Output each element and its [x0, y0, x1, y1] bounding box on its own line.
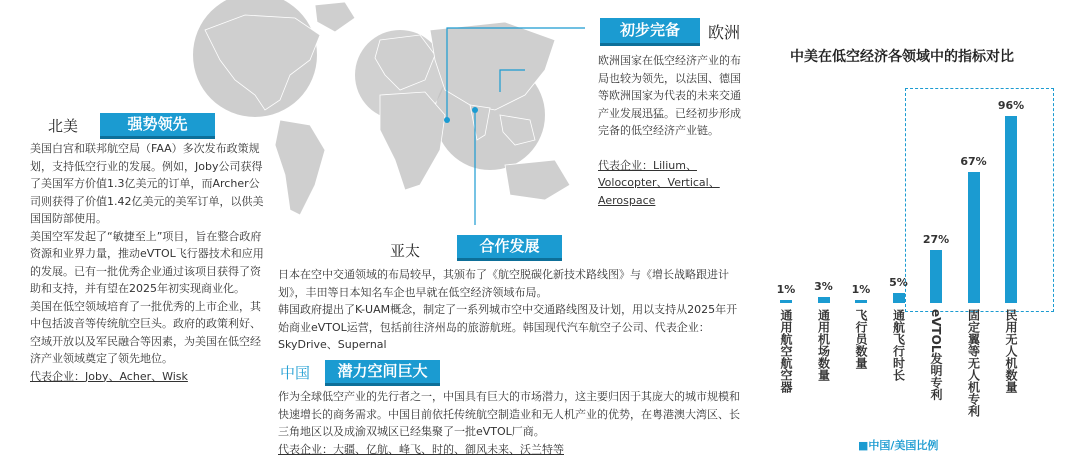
europe-reps: 代表企业：Lilium、Volocopter、Vertical、Aerospace: [598, 158, 720, 207]
category-label-5: 固定翼等无人机专利: [966, 309, 981, 417]
bar-6: [1005, 116, 1017, 303]
australia-shape: [505, 160, 570, 200]
bar-4: [930, 250, 942, 303]
bar-2: [855, 300, 867, 303]
bar-value-label-1: 3%: [814, 280, 833, 294]
bar-value-label-4: 27%: [922, 233, 950, 247]
category-label-2: 飞行员数量: [854, 309, 868, 369]
europe-label: 欧洲: [708, 23, 741, 42]
south-america-shape: [275, 120, 325, 215]
category-label-6: 民用无人机数量: [1004, 309, 1018, 393]
europe-text: [598, 52, 748, 209]
asia-pacific-label: 亚太: [390, 242, 421, 260]
chart-legend: ■中国/美国比例: [858, 439, 939, 452]
category-label-4: eVTOL发明专利: [929, 309, 943, 401]
bar-value-label-6: 96%: [997, 98, 1025, 112]
north-america-para-2: 美国空军发起了“敏捷至上”项目，旨在整合政府资源和业界力量，推动eVTOL飞行器技术和应用的发展。已有一批优秀企业通过该项目获得了资助和支持，并有望在2025年初实现商业化。: [30, 229, 264, 295]
chart-highlight-box: [905, 88, 1054, 312]
asia-pacific-para-2: 韩国政府提出了K-UAM概念，制定了一系列城市空中交通路线图及计划，用以支持从2025年开始商业eVTOL运营，包括前往济州岛的旅游航班。韩国现代汽车航空子公司、代表企业：SkyDrive、Supernal: [278, 303, 738, 351]
asia-pacific-text: [278, 266, 748, 354]
bar-0: [780, 300, 792, 303]
chart-title: 中美在低空经济各领域中的指标对比: [790, 49, 1014, 65]
north-america-reps: 代表企业：Joby、Acher、Wisk: [30, 369, 188, 383]
category-label-3: 通航飞行时长: [891, 309, 906, 381]
bar-3: [893, 293, 905, 303]
category-label-1: 通用机场数量: [816, 309, 831, 381]
bar-value-label-0: 1%: [776, 283, 796, 296]
north-america-para-3: 美国在低空领域培育了一批优秀的上市企业，其中包括波音等传统航空巨头。政府的政策利好、空域开放以及军民融合等因素，为美国在低空经济产业领域奠定了领先地位。: [30, 299, 261, 365]
north-america-label: 北美: [48, 117, 79, 135]
greenland-shape: [315, 2, 355, 32]
north-america-text: [30, 140, 270, 385]
africa-shape: [380, 92, 445, 190]
china-label: 中国: [280, 364, 311, 382]
bar-1: [818, 297, 830, 303]
north-america-badge: 强势领先: [100, 113, 215, 139]
china-para: 作为全球低空产业的先行者之一，中国具有巨大的市场潜力，这主要归因于其庞大的城市规模和快速增长的商务需求。中国目前依托传统航空制造业和无人机产业的优势，在粤港澳大湾区、长三角地区以及成渝双城区已经集聚了一批eVTOL厂商。: [278, 390, 740, 438]
china-badge: 潜力空间巨大: [325, 360, 440, 386]
north-america-para-1: 美国白宫和联邦航空局（FAA）多次发布政策规划，支持低空行业的发展。例如，Joby公司获得了美国军方价值1.3亿美元的订单，而Archer公司则获得了价值1.42亿美元的美军订单，以供美国国防部使用。: [30, 142, 264, 225]
bar-5: [968, 172, 980, 303]
asia-pacific-badge: 合作发展: [457, 235, 562, 261]
asia-pacific-para-1: 日本在空中交通领域的布局较早，其颁布了《航空脱碳化新技术路线图》与《增长战略跟进计划》，丰田等日本知名车企也早就在低空经济领域布局。: [278, 268, 729, 299]
bar-value-label-5: 67%: [960, 155, 987, 169]
europe-badge: 初步完备: [600, 18, 700, 46]
europe-para: 欧洲国家在低空经济产业的布局也较为领先，以法国、德国等欧洲国家为代表的未来交通产业发展迅猛。已经初步形成完备的低空经济产业链。: [598, 54, 741, 137]
category-label-0: 通用航空航空器: [779, 309, 793, 393]
china-reps: 代表企业：大疆、亿航、峰飞、时的、御风未来、沃兰特等: [278, 442, 564, 456]
bar-value-label-2: 1%: [851, 283, 871, 296]
china-text: [278, 388, 743, 458]
bar-value-label-3: 5%: [889, 276, 908, 290]
